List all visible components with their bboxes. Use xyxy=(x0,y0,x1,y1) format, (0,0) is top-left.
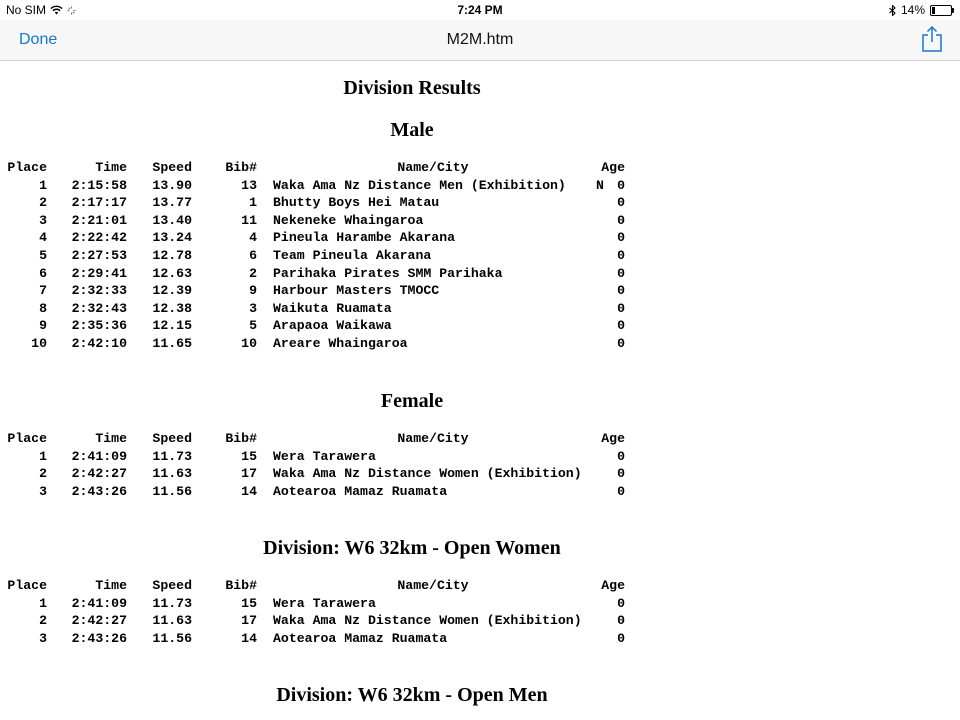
cell-bib: 3 xyxy=(249,300,257,316)
cell-name: Nekeneke Whaingaroa xyxy=(273,212,424,228)
table-row xyxy=(7,612,625,630)
cell-place: 10 xyxy=(31,335,47,351)
column-header-age: Age xyxy=(601,578,625,593)
cell-place: 9 xyxy=(39,318,47,334)
cell-place: 5 xyxy=(39,247,47,263)
cell-name: Waka Ama Nz Distance Men (Exhibition) xyxy=(273,177,566,193)
cell-name: Arapaoa Waikawa xyxy=(273,318,392,334)
cell-bib: 13 xyxy=(241,177,257,193)
cell-bib: 15 xyxy=(241,595,257,611)
document-title: M2M.htm xyxy=(446,31,514,48)
cell-place: 4 xyxy=(39,230,47,246)
battery-icon xyxy=(930,5,952,16)
cell-time: 2:17:17 xyxy=(71,195,127,211)
cell-age: 0 xyxy=(617,212,625,228)
table-row xyxy=(7,265,625,283)
table-row xyxy=(7,229,625,247)
cell-place: 3 xyxy=(39,212,47,228)
cell-age: 0 xyxy=(617,483,625,499)
column-header-time: Time xyxy=(95,160,127,175)
cell-speed: 11.65 xyxy=(152,335,192,351)
cell-age: 0 xyxy=(617,177,625,193)
bluetooth-icon xyxy=(889,5,896,16)
cell-speed: 11.63 xyxy=(152,613,192,629)
column-header-time: Time xyxy=(95,431,127,446)
cell-age: 0 xyxy=(617,318,625,334)
column-header-bib: Bib# xyxy=(225,160,257,175)
cell-speed: 11.73 xyxy=(152,595,192,611)
column-header-age: Age xyxy=(601,160,625,175)
cell-time: 2:42:10 xyxy=(71,335,127,351)
cell-time: 2:35:36 xyxy=(71,318,127,334)
cell-bib: 14 xyxy=(241,630,257,646)
cell-place: 2 xyxy=(39,195,47,211)
cell-speed: 12.15 xyxy=(152,318,192,334)
cell-name: Waikuta Ruamata xyxy=(273,300,392,316)
cell-bib: 4 xyxy=(249,230,257,246)
column-header-place: Place xyxy=(7,160,47,175)
cell-age: 0 xyxy=(617,247,625,263)
cell-name: Bhutty Boys Hei Matau xyxy=(273,195,440,211)
cell-time: 2:43:26 xyxy=(71,630,127,646)
results-table-male xyxy=(7,159,625,353)
column-header-speed: Speed xyxy=(152,578,192,593)
cell-bib: 11 xyxy=(241,212,257,228)
cell-time: 2:27:53 xyxy=(71,247,127,263)
carrier-label: No SIM xyxy=(6,3,47,17)
cell-time: 2:32:43 xyxy=(71,300,127,316)
cell-name: Pineula Harambe Akarana xyxy=(273,230,456,246)
table-row xyxy=(7,483,625,501)
column-header-speed: Speed xyxy=(152,431,192,446)
column-header-place: Place xyxy=(7,578,47,593)
cell-age: 0 xyxy=(617,265,625,281)
cell-age: 0 xyxy=(617,283,625,299)
cell-speed: 13.24 xyxy=(152,230,192,246)
cell-bib: 14 xyxy=(241,483,257,499)
cell-time: 2:42:27 xyxy=(71,613,127,629)
cell-age: 0 xyxy=(617,595,625,611)
cell-time: 2:41:09 xyxy=(71,448,127,464)
status-bar xyxy=(0,0,960,20)
table-row xyxy=(7,595,625,613)
status-time: 7:24 PM xyxy=(457,3,503,17)
navigation-bar xyxy=(0,20,960,61)
status-right xyxy=(889,3,952,17)
cell-speed: 12.39 xyxy=(152,283,192,299)
cell-place: 7 xyxy=(39,283,47,299)
cell-name: Parihaka Pirates SMM Parihaka xyxy=(273,265,503,281)
cell-age: 0 xyxy=(617,195,625,211)
table-header-row xyxy=(7,430,625,448)
cell-speed: 12.63 xyxy=(152,265,192,281)
column-header-name: Name/City xyxy=(397,431,469,446)
cell-bib: 5 xyxy=(249,318,257,334)
cell-bib: 2 xyxy=(249,265,257,281)
column-header-place: Place xyxy=(7,431,47,446)
cell-time: 2:22:42 xyxy=(71,230,127,246)
section-title-female: Female xyxy=(380,390,444,412)
cell-speed: 11.56 xyxy=(152,483,192,499)
cell-place: 8 xyxy=(39,300,47,316)
column-header-bib: Bib# xyxy=(225,578,257,593)
section-title-male: Male xyxy=(390,119,434,141)
cell-time: 2:29:41 xyxy=(71,265,127,281)
cell-speed: 11.63 xyxy=(152,466,192,482)
cell-place: 3 xyxy=(39,483,47,499)
cell-speed: 13.40 xyxy=(152,212,192,228)
cell-age: 0 xyxy=(617,630,625,646)
cell-speed: 13.77 xyxy=(152,195,192,211)
cell-age: 0 xyxy=(617,230,625,246)
cell-name: Wera Tarawera xyxy=(273,448,376,464)
table-row xyxy=(7,630,625,648)
cell-name: Aotearoa Mamaz Ruamata xyxy=(273,483,448,499)
table-row xyxy=(7,212,625,230)
cell-time: 2:42:27 xyxy=(71,466,127,482)
results-table-female xyxy=(7,430,625,500)
table-row xyxy=(7,335,625,353)
cell-name: Harbour Masters TMOCC xyxy=(273,283,440,299)
table-header-row xyxy=(7,577,625,595)
column-header-bib: Bib# xyxy=(225,431,257,446)
cell-bib: 1 xyxy=(249,195,257,211)
share-icon[interactable] xyxy=(920,25,944,53)
cell-time: 2:43:26 xyxy=(71,483,127,499)
done-button[interactable]: Done xyxy=(19,31,58,48)
page-title: Division Results xyxy=(343,77,481,99)
section-title-w6-open-men: Division: W6 32km - Open Men xyxy=(276,684,548,706)
cell-age: 0 xyxy=(617,613,625,629)
cell-name: Wera Tarawera xyxy=(273,595,376,611)
table-row xyxy=(7,177,625,195)
table-row xyxy=(7,465,625,483)
column-header-name: Name/City xyxy=(397,160,469,175)
battery-percent: 14% xyxy=(900,3,925,17)
cell-age: 0 xyxy=(617,466,625,482)
table-row xyxy=(7,282,625,300)
cell-place: 6 xyxy=(39,265,47,281)
cell-place: 1 xyxy=(39,595,47,611)
table-row xyxy=(7,448,625,466)
cell-name: Waka Ama Nz Distance Women (Exhibition) xyxy=(273,613,582,629)
table-row xyxy=(7,300,625,318)
cell-place: 2 xyxy=(39,466,47,482)
cell-speed: 12.78 xyxy=(152,247,192,263)
cell-bib: 10 xyxy=(241,335,257,351)
cell-time: 2:15:58 xyxy=(71,177,127,193)
cell-speed: 13.90 xyxy=(152,177,192,193)
cell-speed: 12.38 xyxy=(152,300,192,316)
cell-place: 3 xyxy=(39,630,47,646)
cell-name: Areare Whaingaroa xyxy=(273,335,408,351)
section-title-w6-open-women: Division: W6 32km - Open Women xyxy=(263,537,561,559)
column-header-age: Age xyxy=(601,431,625,446)
column-header-time: Time xyxy=(95,578,127,593)
cell-bib: 15 xyxy=(241,448,257,464)
cell-name: Waka Ama Nz Distance Women (Exhibition) xyxy=(273,466,582,482)
column-header-speed: Speed xyxy=(152,160,192,175)
cell-age: 0 xyxy=(617,448,625,464)
cell-name: Team Pineula Akarana xyxy=(273,247,432,263)
cell-flag: N xyxy=(596,177,604,193)
cell-place: 1 xyxy=(39,177,47,193)
cell-place: 2 xyxy=(39,613,47,629)
cell-age: 0 xyxy=(617,300,625,316)
cell-time: 2:32:33 xyxy=(71,283,127,299)
cell-speed: 11.56 xyxy=(152,630,192,646)
table-header-row xyxy=(7,159,625,177)
table-row xyxy=(7,247,625,265)
cell-bib: 17 xyxy=(241,466,257,482)
column-header-name: Name/City xyxy=(397,578,469,593)
cell-speed: 11.73 xyxy=(152,448,192,464)
cell-bib: 9 xyxy=(249,283,257,299)
cell-age: 0 xyxy=(617,335,625,351)
cell-bib: 17 xyxy=(241,613,257,629)
cell-bib: 6 xyxy=(249,247,257,263)
cell-place: 1 xyxy=(39,448,47,464)
results-table-w6-open-women xyxy=(7,577,625,647)
cell-time: 2:41:09 xyxy=(71,595,127,611)
table-row xyxy=(7,317,625,335)
document-content[interactable] xyxy=(0,61,960,720)
cell-time: 2:21:01 xyxy=(71,212,127,228)
table-row xyxy=(7,194,625,212)
cell-name: Aotearoa Mamaz Ruamata xyxy=(273,630,448,646)
